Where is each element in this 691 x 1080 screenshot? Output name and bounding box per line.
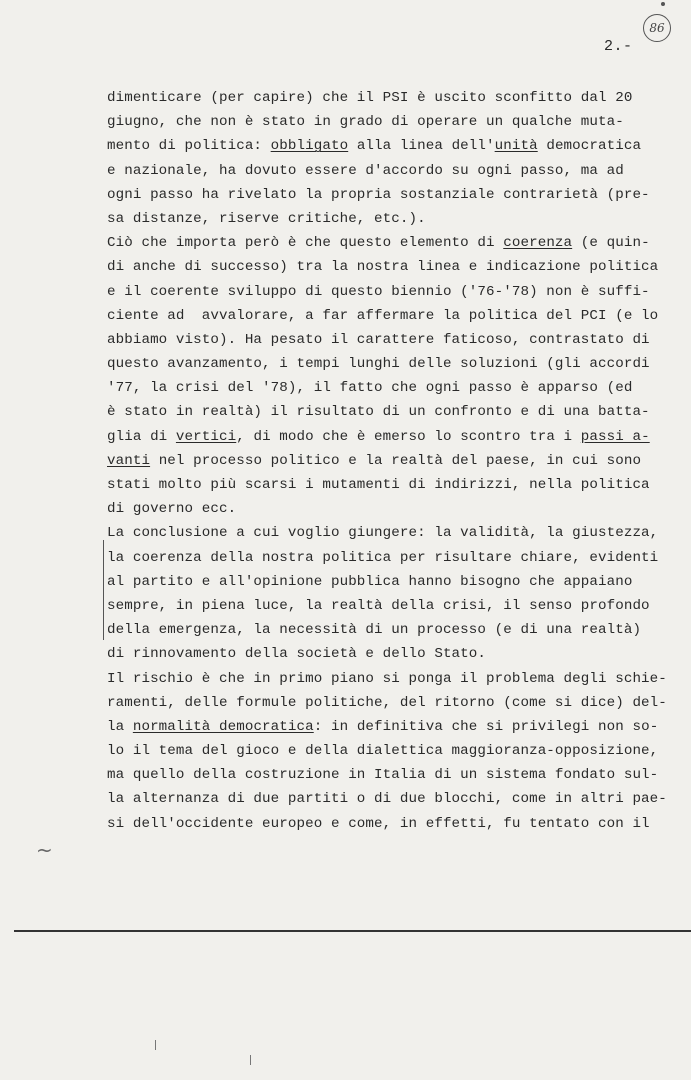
text-segment: sempre, in piena luce, la realtà della crisi, il senso profondo (107, 597, 650, 614)
underlined-text: coerenza (503, 235, 573, 252)
scan-tick-mark (155, 1040, 156, 1050)
archive-stamp: 86 (643, 14, 671, 42)
text-segment: glia di (107, 428, 176, 445)
text-segment: ramenti, delle formule politiche, del ritorno (come si dice) del- (107, 694, 667, 711)
text-segment: lo il tema del gioco e della dialettica maggioranza-opposizione, (107, 743, 659, 760)
text-segment: democratica (537, 138, 642, 155)
ink-dot (661, 2, 665, 6)
text-segment: sa distanze, riserve critiche, etc.). (107, 210, 426, 227)
text-line (107, 400, 650, 424)
text-line (107, 473, 650, 497)
text-segment: questo avanzamento, i tempi lunghi delle soluzioni (gli accordi (107, 356, 650, 373)
text-segment: della emergenza, la necessità di un processo (e di una realtà) (107, 622, 642, 639)
text-line (107, 691, 667, 715)
text-segment: La conclusione a cui voglio giungere: la validità, la giustezza, (107, 525, 659, 542)
text-segment: e nazionale, ha dovuto essere d'accordo su ogni passo, ma ad (107, 162, 624, 179)
text-line (107, 739, 659, 763)
text-line (107, 207, 647, 231)
text-line (107, 449, 647, 473)
text-segment: di anche di successo) tra la nostra linea e indicazione politica (107, 259, 659, 276)
text-segment: abbiamo visto). Ha pesato il carattere faticoso, contrastato di (107, 331, 650, 348)
text-line (107, 667, 667, 691)
margin-line-mark (103, 540, 104, 640)
text-line (107, 594, 650, 618)
text-segment: stati molto più scarsi i mutamenti di indirizzi, nella politica (107, 477, 650, 493)
underlined-text: vertici (175, 428, 237, 445)
text-line (107, 642, 647, 666)
text-line (107, 159, 647, 183)
text-line (107, 352, 650, 376)
text-line (107, 763, 659, 787)
text-segment: la alternanza di due partiti o di due blocchi, come in altri pae- (107, 791, 667, 808)
text-line (107, 376, 647, 400)
underlined-text: passi a- (580, 428, 650, 445)
underlined-text: unità (494, 138, 538, 155)
text-segment: alla linea dell' (348, 138, 495, 155)
text-line (107, 183, 650, 207)
text-segment: la coerenza della nostra politica per risultare chiare, evidenti (107, 549, 659, 566)
text-line (107, 497, 647, 521)
text-line (107, 110, 647, 134)
text-segment: '77, la crisi del '78), il fatto che ogni passo è apparso (ed (107, 380, 633, 397)
text-segment: si dell'occidente europeo e come, in effetti, fu tentato con il (107, 815, 650, 832)
underlined-text: normalità democratica (132, 718, 314, 735)
text-segment: la (107, 718, 133, 735)
text-segment: , di modo che è emerso lo scontro tra i (236, 428, 581, 445)
text-segment: dimenticare (per capire) che il PSI è uscito sconfitto dal 20 (107, 90, 633, 106)
text-line (107, 715, 659, 739)
text-segment: di governo ecc. (107, 501, 237, 518)
text-segment: ogni passo ha rivelato la propria sostanziale contrarietà (pre- (107, 186, 650, 203)
text-segment: al partito e all'opinione pubblica hanno bisogno che appaiano (107, 573, 633, 590)
text-line (107, 618, 647, 642)
text-line (107, 231, 650, 255)
text-segment: e il coerente sviluppo di questo biennio ('76-'78) non è suffi- (107, 283, 650, 300)
text-segment: è stato in realtà) il risultato di un confronto e di una batta- (107, 404, 650, 421)
text-segment: : in definitiva che si privilegi non so- (313, 718, 659, 735)
typewritten-body (107, 86, 667, 836)
text-segment: Il rischio è che in primo piano si ponga il problema degli schie- (107, 670, 667, 687)
text-segment: ciente ad avvalorare, a far affermare la politica del PCI (e lo (107, 307, 659, 324)
text-line (107, 521, 659, 545)
text-line (107, 134, 647, 158)
margin-squiggle-mark: ~ (36, 838, 53, 862)
text-line (107, 546, 659, 570)
text-segment: Ciò che importa però è che questo elemento di (107, 235, 504, 252)
text-segment: mento di politica: (107, 138, 271, 155)
text-line (107, 812, 650, 836)
text-line (107, 304, 659, 328)
text-line (107, 255, 659, 279)
text-segment: (e quin- (572, 235, 650, 252)
underlined-text: vanti (107, 452, 151, 469)
text-segment: ma quello della costruzione in Italia di un sistema fondato sul- (107, 767, 659, 784)
scan-tick-mark (250, 1055, 251, 1065)
text-line (107, 328, 650, 352)
text-line (107, 570, 647, 594)
text-line (107, 787, 667, 811)
text-line (107, 425, 650, 449)
text-segment: di rinnovamento della società e dello Stato. (107, 646, 487, 663)
page-bottom-rule (14, 930, 691, 932)
page-number: 2.- (604, 38, 633, 55)
text-line (107, 280, 650, 304)
underlined-text: obbligato (270, 138, 349, 155)
text-line (107, 86, 647, 110)
text-segment: giugno, che non è stato in grado di operare un qualche muta- (107, 114, 624, 131)
text-segment: nel processo politico e la realtà del paese, in cui sono (150, 452, 642, 469)
